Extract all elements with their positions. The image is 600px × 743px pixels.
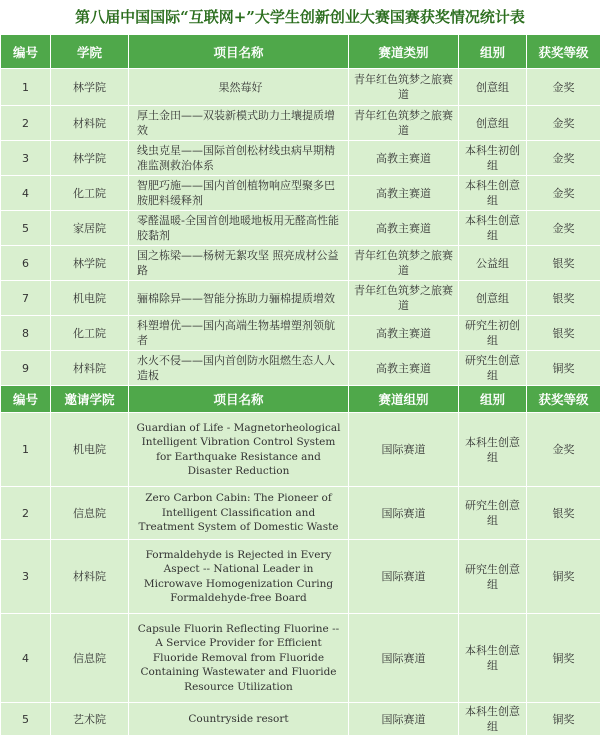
page-title: 第八届中国国际“互联网+”大学生创新创业大赛国赛获奖情况统计表 xyxy=(75,8,525,26)
cell-no: 2 xyxy=(1,487,51,540)
table-row xyxy=(1,316,600,351)
cell-group: 本科生创意组 xyxy=(459,413,527,487)
cell-college: 化工院 xyxy=(51,316,129,351)
cell-award: 金奖 xyxy=(527,211,600,246)
cell-track: 国际赛道 xyxy=(349,614,459,703)
col-header-name: 项目名称 xyxy=(129,386,349,413)
cell-no: 1 xyxy=(1,413,51,487)
cell-award: 金奖 xyxy=(527,141,600,176)
table-row xyxy=(1,141,600,176)
cell-college: 机电院 xyxy=(51,413,129,487)
cell-track: 高教主赛道 xyxy=(349,141,459,176)
col-header-group: 组别 xyxy=(459,35,527,69)
cell-track: 青年红色筑梦之旅赛道 xyxy=(349,246,459,281)
cell-no: 4 xyxy=(1,614,51,703)
cell-name: 线虫克星——国际首创松材线虫病早期精准监测救治体系 xyxy=(129,141,349,176)
cell-award: 铜奖 xyxy=(527,540,600,614)
cell-award: 铜奖 xyxy=(527,614,600,703)
cell-group: 创意组 xyxy=(459,281,527,316)
cell-award: 银奖 xyxy=(527,487,600,540)
col-header-track: 赛道类别 xyxy=(349,35,459,69)
col-header-track: 赛道组别 xyxy=(349,386,459,413)
cell-no: 5 xyxy=(1,211,51,246)
cell-award: 金奖 xyxy=(527,69,600,106)
cell-track: 国际赛道 xyxy=(349,540,459,614)
cell-group: 本科生创意组 xyxy=(459,176,527,211)
table-row xyxy=(1,487,600,540)
table1-header-row xyxy=(1,35,600,69)
cell-group: 研究生创意组 xyxy=(459,540,527,614)
cell-no: 6 xyxy=(1,246,51,281)
cell-award: 银奖 xyxy=(527,316,600,351)
cell-no: 5 xyxy=(1,703,51,736)
cell-name: 水火不侵——国内首创防水阻燃生态人人造板 xyxy=(129,351,349,386)
cell-no: 3 xyxy=(1,540,51,614)
cell-award: 铜奖 xyxy=(527,703,600,736)
cell-name: 果然莓好 xyxy=(129,69,349,106)
table-row xyxy=(1,246,600,281)
cell-track: 高教主赛道 xyxy=(349,316,459,351)
cell-college: 材料院 xyxy=(51,106,129,141)
cell-group: 研究生创意组 xyxy=(459,487,527,540)
col-header-name: 项目名称 xyxy=(129,35,349,69)
table-row xyxy=(1,614,600,703)
cell-name: Guardian of Life - Magnetorheological Intelligent Vibration Control System for Earthquake Resistance and Disaster Reduction xyxy=(129,413,349,487)
cell-track: 青年红色筑梦之旅赛道 xyxy=(349,106,459,141)
cell-college: 家居院 xyxy=(51,211,129,246)
cell-college: 艺术院 xyxy=(51,703,129,736)
cell-college: 材料院 xyxy=(51,351,129,386)
cell-college: 信息院 xyxy=(51,487,129,540)
table-row xyxy=(1,106,600,141)
cell-name: 智肥巧施——国内首创植物响应型聚多巴胺肥料缓释剂 xyxy=(129,176,349,211)
cell-track: 高教主赛道 xyxy=(349,211,459,246)
cell-award: 金奖 xyxy=(527,106,600,141)
cell-college: 信息院 xyxy=(51,614,129,703)
col-header-group: 组别 xyxy=(459,386,527,413)
table-row xyxy=(1,351,600,386)
cell-name: 厚土金田——双装新模式助力土壤提质增效 xyxy=(129,106,349,141)
cell-name: Capsule Fluorin Reflecting Fluorine -- A Service Provider for Efficient Fluoride Removal from Fluoride Containing Wastewater and Fluoride Resource Utilization xyxy=(129,614,349,703)
table-row xyxy=(1,176,600,211)
cell-track: 青年红色筑梦之旅赛道 xyxy=(349,281,459,316)
col-header-college: 邀请学院 xyxy=(51,386,129,413)
cell-college: 林学院 xyxy=(51,69,129,106)
cell-college: 材料院 xyxy=(51,540,129,614)
cell-group: 研究生初创组 xyxy=(459,316,527,351)
table-row xyxy=(1,703,600,736)
cell-no: 9 xyxy=(1,351,51,386)
cell-group: 公益组 xyxy=(459,246,527,281)
cell-track: 高教主赛道 xyxy=(349,176,459,211)
cell-group: 创意组 xyxy=(459,69,527,106)
table-row xyxy=(1,413,600,487)
col-header-no: 编号 xyxy=(1,35,51,69)
cell-group: 本科生创意组 xyxy=(459,614,527,703)
cell-group: 本科生初创组 xyxy=(459,141,527,176)
awards-table xyxy=(0,34,600,736)
cell-group: 本科生创意组 xyxy=(459,703,527,736)
cell-group: 创意组 xyxy=(459,106,527,141)
table-row xyxy=(1,540,600,614)
cell-no: 8 xyxy=(1,316,51,351)
col-header-award: 获奖等级 xyxy=(527,386,600,413)
cell-award: 金奖 xyxy=(527,413,600,487)
cell-name: Zero Carbon Cabin: The Pioneer of Intelligent Classification and Treatment System of Domestic Waste xyxy=(129,487,349,540)
cell-award: 银奖 xyxy=(527,281,600,316)
cell-award: 铜奖 xyxy=(527,351,600,386)
cell-college: 化工院 xyxy=(51,176,129,211)
table-row xyxy=(1,69,600,106)
cell-track: 高教主赛道 xyxy=(349,351,459,386)
cell-award: 银奖 xyxy=(527,246,600,281)
table-row xyxy=(1,211,600,246)
cell-track: 国际赛道 xyxy=(349,487,459,540)
table2-header-row xyxy=(1,386,600,413)
cell-college: 林学院 xyxy=(51,246,129,281)
cell-no: 7 xyxy=(1,281,51,316)
cell-name: 零醛温暖-全国首创地暖地板用无醛高性能胶黏剂 xyxy=(129,211,349,246)
cell-college: 机电院 xyxy=(51,281,129,316)
cell-name: 国之栋梁——杨树无絮攻坚 照亮成材公益路 xyxy=(129,246,349,281)
cell-no: 1 xyxy=(1,69,51,106)
cell-no: 3 xyxy=(1,141,51,176)
cell-group: 本科生创意组 xyxy=(459,211,527,246)
cell-group: 研究生创意组 xyxy=(459,351,527,386)
cell-no: 2 xyxy=(1,106,51,141)
cell-track: 国际赛道 xyxy=(349,703,459,736)
cell-track: 青年红色筑梦之旅赛道 xyxy=(349,69,459,106)
cell-no: 4 xyxy=(1,176,51,211)
cell-track: 国际赛道 xyxy=(349,413,459,487)
cell-name: 科塑增优——国内高端生物基增塑剂领航者 xyxy=(129,316,349,351)
col-header-award: 获奖等级 xyxy=(527,35,600,69)
cell-college: 林学院 xyxy=(51,141,129,176)
col-header-college: 学院 xyxy=(51,35,129,69)
cell-name: 骊棉除异——智能分拣助力骊棉提质增效 xyxy=(129,281,349,316)
cell-name: Countryside resort xyxy=(129,703,349,736)
cell-name: Formaldehyde is Rejected in Every Aspect -- National Leader in Microwave Homogenization Curing Formaldehyde-free Board xyxy=(129,540,349,614)
table-row xyxy=(1,281,600,316)
col-header-no: 编号 xyxy=(1,386,51,413)
cell-award: 金奖 xyxy=(527,176,600,211)
